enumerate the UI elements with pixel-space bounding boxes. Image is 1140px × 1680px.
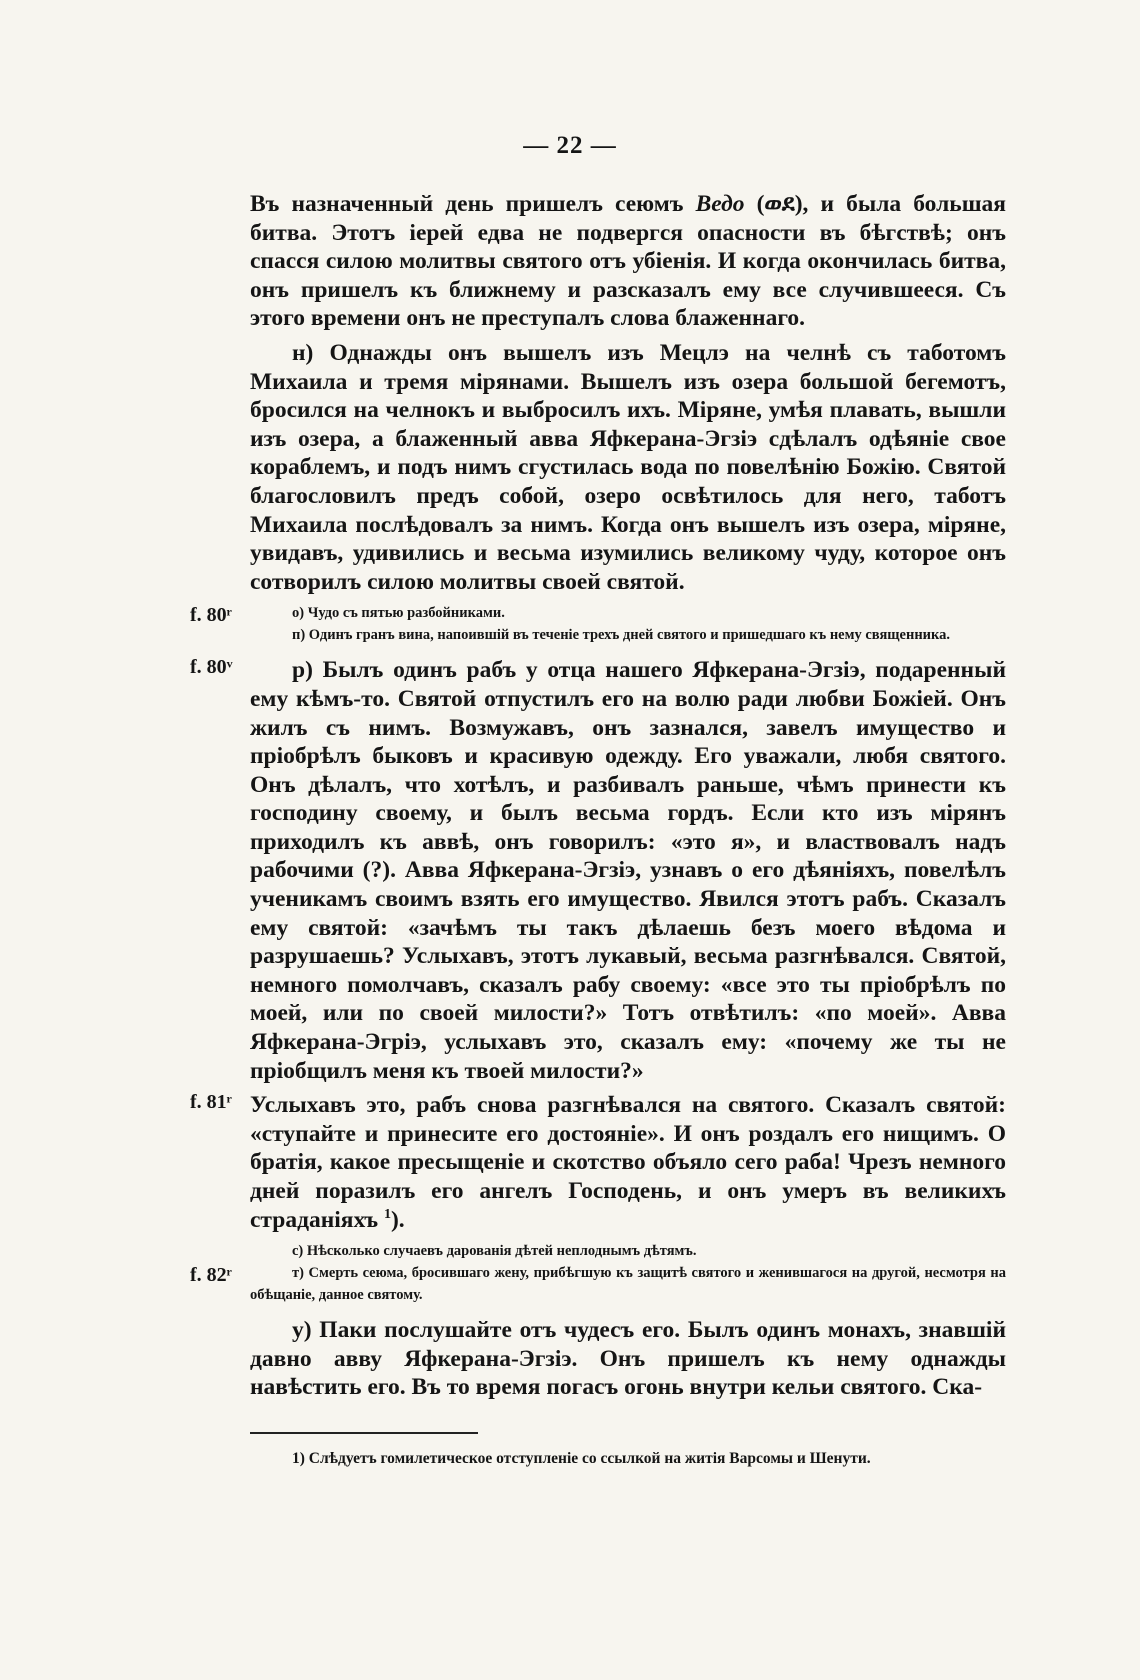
text-segment: ). bbox=[390, 1206, 405, 1233]
summary-o: о) Чудо съ пятью разбойниками. bbox=[292, 605, 505, 622]
summary-p: п) Одинъ гранъ вина, напоившій въ теченіе трехъ дней святого и пришедшаго къ нему священника. bbox=[292, 627, 951, 644]
text-segment: (ወደ), и была большая битва. Этотъ іерей едва не подвергся опасности въ бѣгствѣ; онъ спасся силою молитвы святого отъ убіенія. И когда окончилась битва, онъ пришелъ къ ближнему и разсказалъ ему все случившееся. Съ этого времени онъ не преступалъ слова блаженнаго. bbox=[250, 191, 1006, 332]
folio-marker: f. 80ʳ bbox=[190, 604, 232, 627]
page-number: — 22 — bbox=[523, 132, 617, 159]
body-text bbox=[190, 190, 1006, 1408]
row-81r bbox=[190, 1091, 1006, 1234]
paragraph-n: н) Однажды онъ вышелъ изъ Мецлэ на челнѣ съ таботомъ Михаила и тремя мірянами. Вышелъ изъ озера большой бегемотъ, бросился на челнокъ и выбросилъ ихъ. Міряне, умѣя плавать, вышли изъ озера, а блаженный авва Яфкерана-Эгзіэ сдѣлалъ одѣяніе свое кораблемъ, и подъ нимъ сгустилась вода по повелѣнію Божію. Святой благословилъ предъ собой, озеро освѣтилось для него, таботъ Михаила послѣдовалъ за нимъ. Когда онъ вышелъ изъ озера, міряне, увидавъ, удивились и весьма изумились великому чуду, которое онъ сотворилъ силою молитвы своей святой. bbox=[250, 339, 1006, 595]
paragraph-r-cont bbox=[250, 1091, 1006, 1234]
name-italic: Ведо bbox=[695, 191, 745, 217]
row-82r bbox=[190, 1262, 1006, 1306]
paragraph-intro bbox=[250, 190, 1006, 333]
footnote-ref: 1 bbox=[383, 1205, 391, 1222]
folio-marker: f. 81ʳ bbox=[190, 1091, 232, 1114]
folio-marker: f. 80ᵛ bbox=[190, 656, 233, 679]
text-segment: Услыхавъ это, рабъ снова разгнѣвался на святого. Сказалъ святой: «ступайте и принесите его достояніе». И онъ роздалъ его нищимъ. О братія, какое пресыщеніе и скотство объяло сего раба! Чрезъ немного дней поразилъ его ангелъ Господень, и онъ умеръ въ великихъ страданіяхъ bbox=[250, 1092, 1006, 1233]
row-80v bbox=[190, 656, 1006, 1085]
footnote-rule bbox=[250, 1432, 478, 1434]
paragraph-r: р) Былъ одинъ рабъ у отца нашего Яфкерана-Эгзіэ, подаренный ему кѣмъ-то. Святой отпустилъ его на волю ради любви Божіей. Онъ жилъ съ нимъ. Возмужавъ, онъ зазнался, завелъ имущество и пріобрѣлъ быковъ и красивую одежду. Его уважали, любя святого. Онъ дѣлалъ, что хотѣлъ, и разбивалъ раньше, чѣмъ принести къ господину своему, и былъ весьма гордъ. Если кто изъ мірянъ приходилъ къ аввѣ, онъ говорилъ: «это я», и властвовалъ надъ рабочими (?). Авва Яфкерана-Эгзіэ, узнавъ о его дѣяніяхъ, повелѣлъ ученикамъ своимъ взять его имущество. Явился этотъ рабъ. Сказалъ ему святой: «зачѣмъ ты такъ дѣлаешь безъ моего вѣдома и разрушаешь? Услыхавъ, этотъ лукавый, весьма разгнѣвался. Святой, немного помолчавъ, сказалъ рабу своему: «все это ты пріобрѣлъ по моей, или по своей милости?» Тотъ отвѣтилъ: «по моей». Авва Яфкерана-Эгріэ, услыхавъ это, сказалъ ему: «почему же ты не пріобщилъ меня къ твоей милости?» bbox=[250, 657, 1006, 1084]
summary-t: т) Смерть сеюма, бросившаго жену, прибѣгшую къ защитѣ святого и женившагося на другой, несмотря на обѣщаніе, данное святому. bbox=[250, 1265, 1006, 1304]
paragraph-u: у) Паки послушайте отъ чудесъ его. Былъ одинъ монахъ, знавшій давно авву Яфкерана-Эгзіэ. Онъ пришелъ къ нему однажды навѣстить его. Въ то время погасъ огонь внутри кельи святого. Ска- bbox=[250, 1317, 1006, 1401]
text-segment: Въ назначенный день пришелъ сеюмъ bbox=[250, 191, 696, 217]
row-80r bbox=[190, 602, 1006, 627]
summary-s: с) Нѣсколько случаевъ дарованія дѣтей неплоднымъ дѣтямъ. bbox=[292, 1243, 697, 1260]
footnote: 1) Слѣдуетъ гомилетическое отступленіе со ссылкой на житія Варсомы и Шенути. bbox=[292, 1450, 871, 1467]
folio-marker: f. 82ʳ bbox=[190, 1264, 232, 1287]
